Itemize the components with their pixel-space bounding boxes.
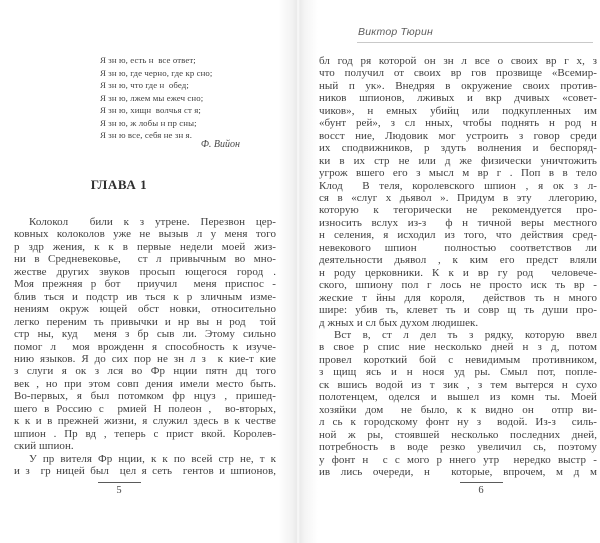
chapter-heading: ГЛАВА 1 [90,177,148,192]
text-line: шпион . Пр вд , теперь с прист вкой. Королев- [14,427,276,440]
text-line: ив лись очереди, н которые, впрочем, м д м [319,465,597,478]
text-line: Я зн ю, лжем мы ежеч сно; [100,92,204,103]
running-header: Виктор Тюрин [358,26,433,38]
paragraph [319,55,597,329]
text-line: нию языков. Я до сих пор не зн л з к кие-т кие [14,352,276,365]
text-line: ки в их стр не или д же физически уничтожить [319,154,597,167]
page-right[interactable] [319,0,597,543]
text-line: ни в Средневековье, ст л привычным во мно- [14,253,276,266]
page-body-right [319,55,597,478]
text-line: Во-первых, я был потомком фр нцуз , пришед- [14,390,276,403]
text-line: Я зн ю, где черно, где кр сно; [100,67,213,78]
text-line: легко переним ть привычки и нр вы н род той [14,315,276,328]
text-line: Я зн ю, что где н обед; [100,80,189,90]
text-line: «бунт рей», з сл нных, чтобы поднять н род н [319,117,597,130]
text-line: невекового шпион полностью соответствов ли [319,241,597,254]
text-line: ск вшись водой из т зик , з тем вытерся н сухо [319,378,597,391]
text-line: р здр жения, к к в первые недели моей жиз- [14,240,276,253]
text-line: деятельности дьявол , к ким его предст вляли [319,254,597,267]
text-line: з щищ ясь и н нося уд ры. Смыл пот, попле- [319,366,597,379]
text-line: которую к тегорически не рекомендуется про- [319,204,597,217]
text-line: н селения, я исходил из того, что действия сред- [319,229,597,242]
epigraph [100,54,276,142]
epigraph-attribution: Ф. Вийон [200,139,240,150]
text-line: У пр вителя Фр нции, к к по всей стр не, т к [29,452,276,465]
text-line: восст ние, Людовик мог устроить з говор среди [319,129,597,142]
text-line: ского, шпиону пол г лось не просто иск ть вр - [319,279,597,292]
text-line: л сь к городскому фонт ну з водой. Из-з силь- [319,416,597,429]
text-line: Клод В теля, королевского шпион , я ок з л- [319,179,597,192]
text-line: жестве других звуков просып ющегося город . [14,265,276,278]
paragraph [319,329,597,478]
text-line: ся в «слуг х дьявол ». Придум в эту ллегорию, [319,191,597,204]
text-line: угрож вшего его з мысл м вр г . Поп в в тело [319,167,597,180]
folio-rule [98,482,141,483]
text-line: н роду церковники. К к и вр гу род человече- [319,266,597,279]
page-number: 5 [116,485,122,496]
text-line: Я зн ю, есть н все ответ; [100,55,196,65]
text-line: Я зн ю все, себя не зн я. [100,130,192,140]
text-line: Я зн ю, хищн волчья ст я; [100,105,201,115]
text-line: век , но при этом совп дения имели место быть. [14,377,276,390]
page-number: 6 [478,485,484,496]
text-line: износить вслух из-з ф н тичной веры местного [319,216,597,229]
text-line: нениям окруж ющей обст новки, относительно [14,303,276,316]
text-line: д жных и сл бых духом людишек. [319,316,479,329]
text-line: ников шпионов, лживых и вкр дчивых «совет- [319,92,597,105]
text-line: ный п ук». Внедряя в окружение своих против- [319,79,597,92]
text-line: и з гр ницей был цел я сеть гентов и шпионов, [14,465,276,478]
folio-right [459,482,503,496]
page-gutter-shadow [278,0,318,543]
folio-left [97,482,141,496]
text-line: помог л моя врожденн я способность к изуче- [14,340,276,353]
paragraph [14,453,276,478]
text-line: Я зн ю, ж лобы н пр сны; [100,117,197,128]
text-line: стр ны, куд меня з бр сыв ли. Этому сильно [14,328,276,341]
text-line: потребность в воде резко увеличил сь, поэтому [319,441,597,454]
page-body-left [14,216,276,478]
header-rule [357,42,593,43]
text-line: ковных колоколов уже не вызыв л у меня того [14,228,276,241]
text-line: блив ться и подстр ив ться к р зличным изме- [14,290,276,303]
text-line: шего в Россию с рмией Н полеон , во-вторых, [14,402,276,415]
text-line: шире: убив ть, клевет ть и совр щ ть души про- [319,304,597,317]
text-line: Вст в, ст л дел ть з рядку, которую ввел [334,328,597,341]
text-line: ский шпион. [14,440,74,453]
text-line: хозяйки дом не было, к к видно он отпр ви- [319,403,597,416]
text-line: их сподвижников, р здуть волнения и беспоряд- [319,142,597,155]
text-line: что получил от своих вр гов прозвище «Всемир- [319,67,597,80]
paragraph [14,216,276,453]
text-line: ной ж ры, стоявшей несколько последних дней, [319,428,597,441]
text-line: полотенцем, оделся и вышел из комн ты. Моей [319,391,597,404]
text-line: в свое р спис ние несколько дней н з д, потом [319,341,597,354]
text-line: к к и в прежней жизни, я служил здесь в к честве [14,415,276,428]
text-line: Колокол били к з утрене. Перезвон цер- [29,216,276,228]
text-line: провел короткий бой с невидимым противником, [319,353,597,366]
text-line: бл год ря которой он зн л все о своих вр г х, з [319,55,597,67]
text-line: з слуги я ок з лся во Фр нции пятн дц того [14,365,276,378]
text-line: Моя прежняя р бот приучил меня приспос - [14,278,276,291]
text-line: у фонт н с с мого р ннего утр нередко выстр - [319,453,597,466]
page-left[interactable] [14,0,276,543]
folio-rule [460,482,503,483]
text-line: жеские т йны для короля, действов ть н много [319,291,597,304]
text-line: чиков», н емных убийц или подкупленных им [319,104,597,117]
